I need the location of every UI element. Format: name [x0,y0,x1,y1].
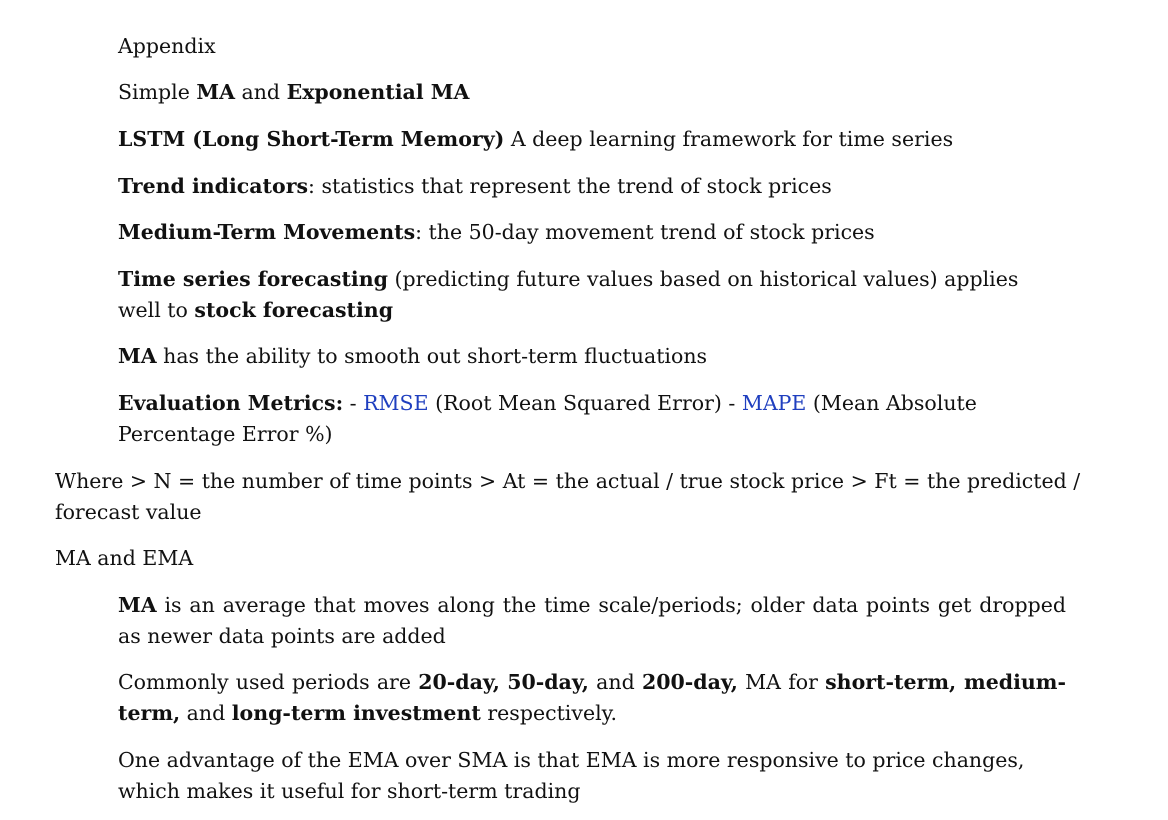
trend-definition: : statistics that represent the trend of stock prices [308,174,832,198]
lstm-term: LSTM (Long Short-Term Memory) [118,127,505,151]
ma-definition-term: MA [118,593,157,617]
medium-term-paragraph [118,217,1066,248]
where-paragraph: Where > N = the number of time points > At = the actual / true stock price > Ft = the predicted / forecast value [55,469,1081,524]
metrics-term: Evaluation Metrics: [118,391,344,415]
ema-advantage-paragraph: One advantage of the EMA over SMA is that EMA is more responsive to price changes, which makes it useful for short-term trading [118,748,1025,803]
time-series-paragraph [118,264,1066,326]
period-200-day: 200-day, [641,670,738,694]
periods-text-4: MA for [737,670,826,694]
appendix-title: Appendix [118,34,216,58]
metrics-paragraph [118,388,1066,450]
periods-text-6: respectively. [480,701,618,725]
ma-types-text-1: Simple [118,80,197,104]
metrics-text-1: - [343,391,364,415]
trend-paragraph [118,171,1066,202]
stock-forecasting-term: stock forecasting [194,298,394,322]
periods-text-5: and [180,701,232,725]
periods-text-1: Commonly used periods are [118,670,419,694]
metrics-text-3: (Mean Absolute Percentage Error %) [118,391,977,446]
lstm-definition: A deep learning framework for time series [504,127,954,151]
time-series-term: Time series forecasting [118,267,388,291]
period-50-day: 50-day, [507,670,589,694]
rmse-link[interactable]: RMSE [363,391,429,415]
metrics-text-2: (Root Mean Squared Error) - [428,391,742,415]
periods-text-3: and [588,670,642,694]
ma-types-text-2: and [234,80,287,104]
smoothing-text: has the ability to smooth out short-term fluctuations [156,344,708,368]
ma-ema-heading: MA and EMA [55,546,194,570]
long-term-investment: long-term investment [231,701,481,725]
mape-link[interactable]: MAPE [741,391,807,415]
medium-term-term: Medium-Term Movements [118,220,416,244]
smoothing-term: MA [118,344,157,368]
time-series-text: (predicting future values based on historical values) applies well to [118,267,1019,322]
ma-definition-text: is an average that moves along the time scale/periods; older data points get dropped as newer data points are added [118,593,1066,648]
medium-term-definition: : the 50-day movement trend of stock prices [415,220,875,244]
periods-paragraph [118,667,1066,729]
lstm-paragraph [118,124,1066,155]
period-20-day: 20-day, [418,670,500,694]
ma-types-bold-ma: MA [196,80,235,104]
ma-definition-paragraph [118,590,1066,652]
short-medium-term: short-term, medium-term, [118,670,1066,725]
smoothing-paragraph [118,341,1066,372]
ma-types-paragraph [118,77,1066,108]
ma-types-bold-ema: Exponential MA [286,80,470,104]
trend-term: Trend indicators [118,174,309,198]
